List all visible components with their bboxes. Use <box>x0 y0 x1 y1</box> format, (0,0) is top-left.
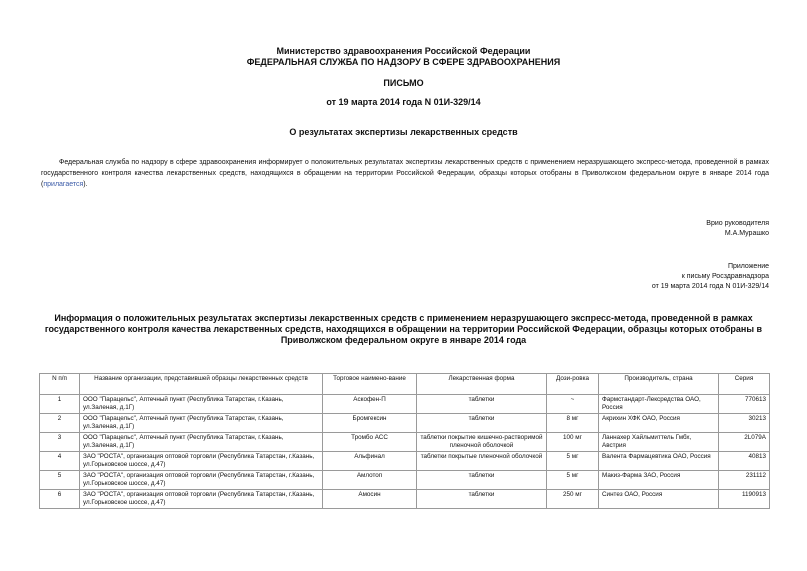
letter-body <box>41 157 769 190</box>
cell-dose: 8 мг <box>547 414 599 433</box>
appendix-line2: к письму Росздравнадзора <box>681 273 769 280</box>
doc-date-number: от 19 марта 2014 года N 01И-329/14 <box>326 97 481 107</box>
cell-trade-name: Амлотоп <box>323 471 417 490</box>
table-row <box>40 471 770 490</box>
cell-form: таблетки <box>417 414 547 433</box>
header-org: Название организации, представившей образцы лекарственных средств <box>80 374 323 395</box>
cell-form: таблетки покрытие кишечно-растворимой пленочной оболочкой <box>417 433 547 452</box>
cell-org: ЗАО "РОСТА", организация оптовой торговли (Республика Татарстан, г.Казань, ул.Горьковское шоссе, д.47) <box>80 490 323 509</box>
doc-type: ПИСЬМО <box>383 78 424 88</box>
table-row <box>40 414 770 433</box>
info-title: Информация о положительных результатах экспертизы лекарственных средств с применением неразрушающего экспресс-метода, проведенной в рамках государственного контроля качества лекарственных средств, находящихся в обращении на территории Российской Федерации, образцы которых отобраны в Приволжском федеральном округе в январе 2014 года <box>44 313 763 345</box>
ministry-name: Министерство здравоохранения Российской Федерации <box>276 46 531 56</box>
cell-num: 4 <box>40 452 80 471</box>
cell-series: 30213 <box>719 414 770 433</box>
cell-form: таблетки <box>417 471 547 490</box>
table-row <box>40 490 770 509</box>
header-dose: Дози-ровка <box>547 374 599 395</box>
cell-org: ООО "Парацельс", Аптечный пункт (Республика Татарстан, г.Казань, ул.Заленая, д.1Г) <box>80 414 323 433</box>
results-table <box>39 373 770 509</box>
cell-series: 770613 <box>719 395 770 414</box>
header-manufacturer: Производитель, страна <box>599 374 719 395</box>
cell-dose: 250 мг <box>547 490 599 509</box>
cell-manufacturer: Макиз-Фарма ЗАО, Россия <box>599 471 719 490</box>
appendix-link[interactable]: прилагается <box>43 181 84 188</box>
signature-name: М.А.Мурашко <box>724 230 769 237</box>
table-header-row <box>40 374 770 395</box>
appendix-line1: Приложение <box>727 263 769 270</box>
table-row <box>40 452 770 471</box>
cell-form: таблетки покрытые пленочной оболочкой <box>417 452 547 471</box>
cell-num: 5 <box>40 471 80 490</box>
cell-manufacturer: Фармстандарт-Лексредства ОАО, Россия <box>599 395 719 414</box>
cell-num: 1 <box>40 395 80 414</box>
cell-form: таблетки <box>417 395 547 414</box>
cell-org: ООО "Парацельс", Аптечный пункт (Республика Татарстан, г.Казань, ул.Заленая, д.1Г) <box>80 395 323 414</box>
cell-trade-name: Тромбо АСС <box>323 433 417 452</box>
header-num: N п/п <box>40 374 80 395</box>
cell-dose: ~ <box>547 395 599 414</box>
letter-header <box>0 46 807 68</box>
cell-series: 2L079A <box>719 433 770 452</box>
cell-manufacturer: Синтез ОАО, Россия <box>599 490 719 509</box>
cell-trade-name: Аскофен-П <box>323 395 417 414</box>
cell-dose: 5 мг <box>547 471 599 490</box>
doc-subject: О результатах экспертизы лекарственных средств <box>289 127 518 137</box>
table-row <box>40 395 770 414</box>
cell-num: 2 <box>40 414 80 433</box>
cell-trade-name: Бромгексин <box>323 414 417 433</box>
cell-series: 1190913 <box>719 490 770 509</box>
header-series: Серия <box>719 374 770 395</box>
signature-position: Врио руководителя <box>706 220 769 227</box>
cell-num: 3 <box>40 433 80 452</box>
cell-trade-name: Амосин <box>323 490 417 509</box>
header-form: Лекарственная форма <box>417 374 547 395</box>
cell-manufacturer: Ланнахер Хайльмиттель Гмбх, Австрия <box>599 433 719 452</box>
cell-org: ООО "Парацельс", Аптечный пункт (Республика Татарстан, г.Казань, ул.Заленая, д.1Г) <box>80 433 323 452</box>
service-name: ФЕДЕРАЛЬНАЯ СЛУЖБА ПО НАДЗОРУ В СФЕРЕ ЗДРАВООХРАНЕНИЯ <box>246 57 561 67</box>
cell-org: ЗАО "РОСТА", организация оптовой торговли (Республика Татарстан, г.Казань, ул.Горьковское шоссе, д.47) <box>80 471 323 490</box>
body-tail: ). <box>83 181 88 188</box>
cell-manufacturer: Акрихин ХФК ОАО, Россия <box>599 414 719 433</box>
cell-org: ЗАО "РОСТА", организация оптовой торговли (Республика Татарстан, г.Казань, ул.Горьковское шоссе, д.47) <box>80 452 323 471</box>
header-trade-name: Торговое наимено-вание <box>323 374 417 395</box>
appendix-block <box>652 262 769 292</box>
cell-num: 6 <box>40 490 80 509</box>
cell-dose: 5 мг <box>547 452 599 471</box>
table-row <box>40 433 770 452</box>
cell-form: таблетки <box>417 490 547 509</box>
cell-manufacturer: Валента Фармацевтика ОАО, Россия <box>599 452 719 471</box>
signature-block <box>706 219 769 239</box>
cell-dose: 100 мг <box>547 433 599 452</box>
cell-series: 231112 <box>719 471 770 490</box>
appendix-line3: от 19 марта 2014 года N 01И-329/14 <box>651 283 769 290</box>
cell-series: 40813 <box>719 452 770 471</box>
cell-trade-name: Альфинал <box>323 452 417 471</box>
body-text: Федеральная служба по надзору в сфере здравоохранения информирует о положительных результатах экспертизы лекарственных средств с применением неразрушающего экспресс-метода, проведенной в рамках государственного контроля качества лекарственных средств, находящихся в обращении на территории Российской Федерации, образцы которых отобраны в Приволжском федеральном округе в январе 2014 года ( <box>41 159 769 188</box>
